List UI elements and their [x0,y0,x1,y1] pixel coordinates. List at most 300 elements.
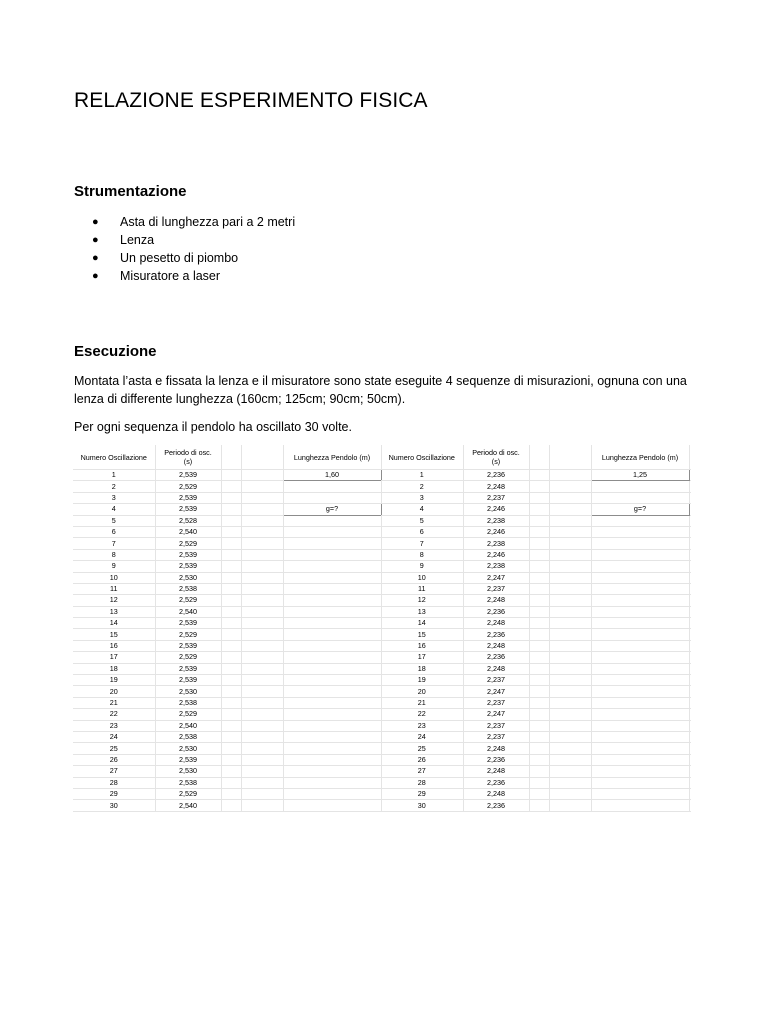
table-row [381,606,691,617]
empty-cell [221,504,241,515]
empty-cell [591,754,689,765]
table-row [73,481,383,492]
empty-cell [689,549,691,560]
empty-cell [529,515,549,526]
period-cell: 2,237 [463,583,529,594]
table-row [73,583,383,594]
empty-cell [241,697,283,708]
empty-cell [689,629,691,640]
empty-cell [241,709,283,720]
oscillation-number-cell: 27 [381,766,463,777]
oscillation-number-cell: 13 [381,606,463,617]
period-cell: 2,248 [463,640,529,651]
period-cell: 2,538 [155,777,221,788]
oscillation-note: Per ogni sequenza il pendolo ha oscillato 30 volte. [74,420,352,434]
empty-cell [529,766,549,777]
empty-cell [591,709,689,720]
table-row [381,595,691,606]
oscillation-number-cell: 22 [381,709,463,720]
empty-cell [689,470,691,481]
table-row [73,561,383,572]
period-cell: 2,236 [463,777,529,788]
empty-cell [549,709,591,720]
empty-cell [241,481,283,492]
table-row [73,504,383,515]
empty-cell [221,743,241,754]
empty-cell [283,743,381,754]
table-row [381,470,691,481]
empty-cell [241,618,283,629]
empty-cell [549,640,591,651]
measurement-table-160cm [73,445,383,812]
table-row [381,800,691,811]
oscillation-number-cell: 5 [73,515,155,526]
empty-cell [549,595,591,606]
empty-cell [283,481,381,492]
empty-cell [591,663,689,674]
oscillation-number-cell: 19 [73,675,155,686]
empty-cell [591,652,689,663]
period-cell: 2,530 [155,572,221,583]
empty-cell [221,629,241,640]
empty-cell [549,515,591,526]
table-row [73,686,383,697]
empty-cell [241,515,283,526]
period-cell: 2,246 [463,526,529,537]
empty-cell [529,709,549,720]
table-row [73,777,383,788]
empty-cell [241,731,283,742]
empty-cell [241,720,283,731]
table-row [381,777,691,788]
oscillation-number-cell: 16 [381,640,463,651]
empty-cell [241,629,283,640]
oscillation-number-cell: 1 [73,470,155,481]
empty-cell [241,777,283,788]
bullet-icon: ● [92,252,99,264]
oscillation-number-cell: 30 [381,800,463,811]
period-cell: 2,529 [155,652,221,663]
empty-cell [689,731,691,742]
empty-cell [529,697,549,708]
table-row [73,595,383,606]
empty-cell [549,663,591,674]
period-cell: 2,236 [463,470,529,481]
table-row [381,481,691,492]
empty-cell [241,549,283,560]
empty-cell [221,766,241,777]
empty-cell [241,561,283,572]
empty-cell [591,492,689,503]
empty-cell [689,595,691,606]
oscillation-number-cell: 7 [73,538,155,549]
table-row [73,720,383,731]
empty-cell [549,561,591,572]
empty-cell [689,504,691,515]
column-header-period-line2: (s) [491,457,501,466]
period-cell: 2,529 [155,538,221,549]
oscillation-number-cell: 6 [73,526,155,537]
empty-cell [283,663,381,674]
empty-cell [283,561,381,572]
empty-cell [529,754,549,765]
empty-cell [529,788,549,799]
empty-cell [689,709,691,720]
empty-cell [591,697,689,708]
empty-cell [591,561,689,572]
oscillation-number-cell: 1 [381,470,463,481]
oscillation-number-cell: 6 [381,526,463,537]
period-cell: 2,529 [155,595,221,606]
oscillation-number-cell: 30 [73,800,155,811]
empty-cell [529,492,549,503]
column-header-length: Lunghezza Pendolo (m) [591,445,689,470]
empty-cell [241,492,283,503]
bullet-icon: ● [92,270,99,282]
empty-cell [221,663,241,674]
column-header-period-line2: (s) [183,457,193,466]
period-cell: 2,246 [463,549,529,560]
period-cell: 2,539 [155,561,221,572]
table-row [73,800,383,811]
empty-cell [221,640,241,651]
empty-cell [549,652,591,663]
period-cell: 2,247 [463,572,529,583]
section-heading-strumentazione: Strumentazione [74,183,187,200]
table-row [73,640,383,651]
empty-cell [549,754,591,765]
table-row [381,743,691,754]
empty-cell [221,445,241,470]
table-row [73,709,383,720]
empty-cell [591,572,689,583]
period-cell: 2,248 [463,618,529,629]
empty-cell [283,652,381,663]
empty-cell [241,652,283,663]
table-row [73,675,383,686]
empty-cell [221,549,241,560]
table-row [381,640,691,651]
empty-cell [221,777,241,788]
oscillation-number-cell: 22 [73,709,155,720]
equipment-item: ● Asta di lunghezza pari a 2 metri [92,215,296,229]
empty-cell [591,675,689,686]
equipment-item: ● Misuratore a laser [92,269,221,283]
period-cell: 2,236 [463,652,529,663]
empty-cell [241,583,283,594]
empty-cell [529,561,549,572]
empty-cell [549,572,591,583]
empty-cell [283,526,381,537]
oscillation-number-cell: 19 [381,675,463,686]
oscillation-number-cell: 10 [73,572,155,583]
table-row [73,538,383,549]
oscillation-number-cell: 23 [381,720,463,731]
column-header-oscillation: Numero Oscillazione [381,445,463,470]
oscillation-number-cell: 15 [381,629,463,640]
empty-cell [283,697,381,708]
empty-cell [529,777,549,788]
period-cell: 2,248 [463,743,529,754]
empty-cell [241,663,283,674]
empty-cell [221,720,241,731]
table-header-row [73,445,383,470]
oscillation-number-cell: 14 [381,618,463,629]
empty-cell [283,766,381,777]
empty-cell [221,595,241,606]
period-cell: 2,539 [155,754,221,765]
empty-cell [549,526,591,537]
oscillation-number-cell: 21 [73,697,155,708]
table-row [73,470,383,481]
empty-cell [221,606,241,617]
period-cell: 2,538 [155,697,221,708]
period-cell: 2,529 [155,629,221,640]
table-row [73,743,383,754]
oscillation-number-cell: 4 [73,504,155,515]
empty-cell [283,606,381,617]
empty-cell [241,686,283,697]
empty-cell [283,583,381,594]
empty-cell [241,504,283,515]
oscillation-number-cell: 3 [381,492,463,503]
table-row [381,583,691,594]
empty-cell [283,549,381,560]
empty-cell [689,492,691,503]
bullet-icon: ● [92,234,99,246]
oscillation-number-cell: 27 [73,766,155,777]
oscillation-number-cell: 28 [381,777,463,788]
oscillation-number-cell: 29 [73,788,155,799]
period-cell: 2,248 [463,663,529,674]
table-row [73,731,383,742]
period-cell: 2,248 [463,788,529,799]
period-cell: 2,540 [155,606,221,617]
column-header-period-line1: Periodo di osc. [164,448,212,457]
empty-cell [221,800,241,811]
table-row [381,572,691,583]
table-row [381,686,691,697]
empty-cell [591,606,689,617]
table-row [381,731,691,742]
empty-cell [591,720,689,731]
empty-cell [283,686,381,697]
oscillation-number-cell: 20 [73,686,155,697]
period-cell: 2,539 [155,618,221,629]
oscillation-number-cell: 9 [73,561,155,572]
empty-cell [549,445,591,470]
oscillation-number-cell: 10 [381,572,463,583]
table-row [381,561,691,572]
empty-cell [689,720,691,731]
period-cell: 2,247 [463,709,529,720]
empty-cell [529,526,549,537]
empty-cell [549,538,591,549]
period-cell: 2,539 [155,504,221,515]
empty-cell [529,504,549,515]
oscillation-number-cell: 4 [381,504,463,515]
empty-cell [529,606,549,617]
empty-cell [689,515,691,526]
empty-cell [283,629,381,640]
table-row [73,788,383,799]
empty-cell [549,470,591,481]
period-cell: 2,530 [155,743,221,754]
table-row [73,606,383,617]
empty-cell [221,561,241,572]
period-cell: 2,530 [155,766,221,777]
period-cell: 2,540 [155,720,221,731]
empty-cell [549,606,591,617]
period-cell: 2,238 [463,561,529,572]
empty-cell [241,640,283,651]
period-cell: 2,238 [463,515,529,526]
empty-cell [689,754,691,765]
oscillation-number-cell: 14 [73,618,155,629]
length-value-cell: 1,60 [283,470,381,481]
empty-cell [529,583,549,594]
period-cell: 2,539 [155,470,221,481]
table-header-row [381,445,691,470]
empty-cell [221,652,241,663]
period-cell: 2,236 [463,800,529,811]
empty-cell [591,800,689,811]
empty-cell [221,697,241,708]
table-row [381,697,691,708]
oscillation-number-cell: 16 [73,640,155,651]
period-cell: 2,237 [463,720,529,731]
empty-cell [221,675,241,686]
empty-cell [689,561,691,572]
empty-cell [549,743,591,754]
period-cell: 2,237 [463,697,529,708]
empty-cell [221,583,241,594]
period-cell: 2,237 [463,731,529,742]
empty-cell [549,731,591,742]
period-cell: 2,248 [463,595,529,606]
oscillation-number-cell: 28 [73,777,155,788]
table-row [73,549,383,560]
empty-cell [283,800,381,811]
empty-cell [689,538,691,549]
empty-cell [221,686,241,697]
equipment-list [92,213,295,285]
empty-cell [529,572,549,583]
empty-cell [529,731,549,742]
table-row [381,720,691,731]
length-value-cell: 1,25 [591,470,689,481]
empty-cell [591,777,689,788]
empty-cell [283,777,381,788]
empty-cell [689,697,691,708]
empty-cell [221,754,241,765]
empty-cell [591,515,689,526]
period-cell: 2,539 [155,549,221,560]
oscillation-number-cell: 8 [381,549,463,560]
empty-cell [241,526,283,537]
table-row [381,492,691,503]
empty-cell [241,754,283,765]
empty-cell [221,526,241,537]
empty-cell [689,640,691,651]
empty-cell [221,515,241,526]
oscillation-number-cell: 15 [73,629,155,640]
empty-cell [689,766,691,777]
empty-cell [283,572,381,583]
empty-cell [549,618,591,629]
table-row [381,709,691,720]
empty-cell [689,572,691,583]
empty-cell [529,538,549,549]
equipment-item: ● Lenza [92,233,155,247]
empty-cell [689,788,691,799]
period-cell: 2,236 [463,606,529,617]
table-row [73,629,383,640]
empty-cell [221,618,241,629]
empty-cell [591,788,689,799]
empty-cell [689,743,691,754]
oscillation-number-cell: 3 [73,492,155,503]
empty-cell [689,606,691,617]
empty-cell [591,766,689,777]
column-header-period-line1: Periodo di osc. [472,448,520,457]
empty-cell [529,481,549,492]
period-cell: 2,246 [463,504,529,515]
measurement-table-125cm [381,445,691,812]
empty-cell [549,504,591,515]
table-row [381,663,691,674]
oscillation-number-cell: 25 [73,743,155,754]
oscillation-number-cell: 18 [381,663,463,674]
empty-cell [221,709,241,720]
empty-cell [591,538,689,549]
empty-cell [529,470,549,481]
empty-cell [549,629,591,640]
empty-cell [241,572,283,583]
table-row [73,754,383,765]
empty-cell [591,618,689,629]
empty-cell [591,686,689,697]
period-cell: 2,529 [155,481,221,492]
empty-cell [591,526,689,537]
empty-cell [689,583,691,594]
oscillation-number-cell: 17 [381,652,463,663]
empty-cell [529,595,549,606]
empty-cell [549,800,591,811]
empty-cell [529,652,549,663]
empty-cell [241,743,283,754]
oscillation-number-cell: 11 [381,583,463,594]
empty-cell [689,675,691,686]
empty-cell [689,481,691,492]
empty-cell [549,583,591,594]
empty-cell [241,595,283,606]
table-row [73,663,383,674]
empty-cell [689,800,691,811]
gravity-cell: g=? [591,504,689,515]
empty-cell [221,572,241,583]
empty-cell [529,800,549,811]
table-row [381,675,691,686]
period-cell: 2,540 [155,800,221,811]
oscillation-number-cell: 5 [381,515,463,526]
empty-cell [549,481,591,492]
empty-cell [549,777,591,788]
empty-cell [283,515,381,526]
empty-cell [549,549,591,560]
table-row [73,492,383,503]
empty-cell [591,583,689,594]
